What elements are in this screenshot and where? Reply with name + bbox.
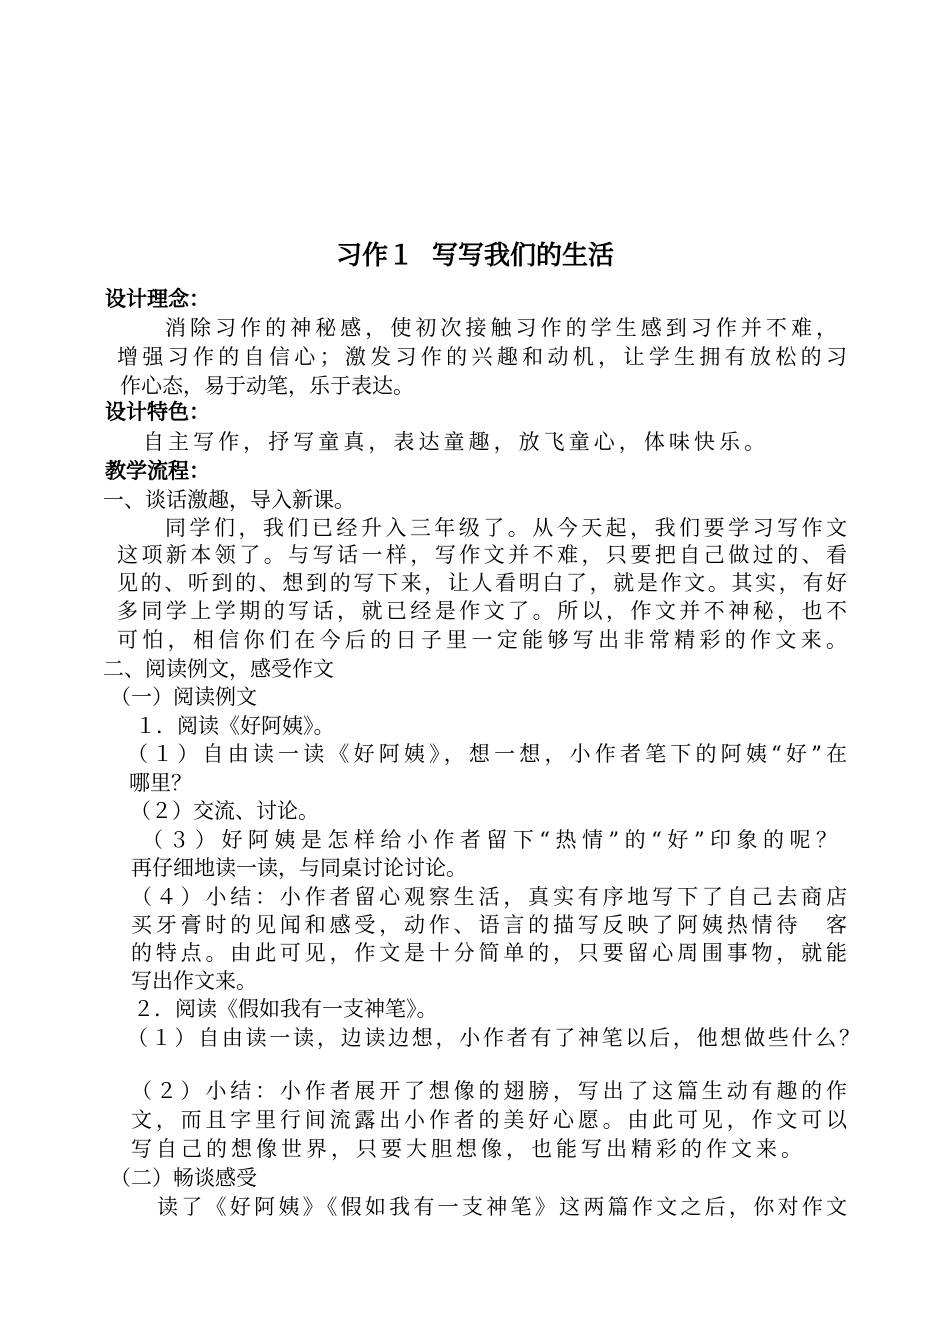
paragraph-line: 可怕，相信你们在今后的日子里一定能够写出非常精彩的作文来。 bbox=[117, 628, 847, 652]
question-line: 文，而且字里行间流露出小作者的美好心愿。由此可见，作文可以 bbox=[131, 1108, 847, 1132]
question-line: 哪里？ bbox=[129, 771, 192, 795]
paragraph-line: 这项新本领了。与写话一样，写作文并不难，只要把自己做过的、看 bbox=[117, 543, 847, 567]
question-line: 的特点。由此可见，作文是十分简单的，只要留心周围事物，就能 bbox=[131, 941, 847, 965]
question-line: 写自己的想像世界，只要大胆想像，也能写出精彩的作文来。 bbox=[131, 1137, 802, 1161]
question-line: （１）自由读一读《好阿姨》，想一想，小作者笔下的阿姨“好”在 bbox=[127, 742, 847, 766]
page-title: 习作１ 写写我们的生活 bbox=[335, 241, 615, 271]
paragraph-line: 同学们，我们已经升入三年级了。从今天起，我们要学习写作文 bbox=[165, 516, 847, 540]
question-line: （１）自由读一读，边读边想，小作者有了神笔以后，他想做些什么？ bbox=[127, 1026, 860, 1050]
design-feature-line: 自主写作，抒写童真，表达童趣，放飞童心，体味快乐。 bbox=[143, 430, 765, 454]
question-line: （４）小结：小作者留心观察生活，真实有序地写下了自己去商店 bbox=[131, 885, 847, 909]
design-idea-line: 消除习作的神秘感，使初次接触习作的学生感到习作并不难， bbox=[165, 316, 837, 340]
paragraph-line: 见的、听到的、想到的写下来，让人看明白了，就是作文。其实，有好 bbox=[117, 571, 847, 595]
question-line: 再仔细地读一读，与同桌讨论讨论。 bbox=[131, 856, 467, 880]
section-heading: 一、谈话激趣，导入新课。 bbox=[103, 488, 355, 512]
question-line: 买牙膏时的见闻和感受，动作、语言的描写反映了阿姨热情待 客 bbox=[131, 913, 847, 937]
item-heading: １．阅读《好阿姨》。 bbox=[135, 714, 335, 738]
question-line: （３）好阿姨是怎样给小作者留下“热情”的“好”印象的呢？ bbox=[142, 828, 837, 852]
subsection-heading: （二）畅谈感受 bbox=[110, 1166, 257, 1190]
paragraph-line: 多同学上学期的写话，就已经是作文了。所以，作文并不神秘，也不 bbox=[117, 599, 847, 623]
question-line: （２）交流、讨论。 bbox=[130, 799, 319, 823]
design-idea-heading: 设计理念： bbox=[105, 287, 210, 311]
subsection-heading: （一）阅读例文 bbox=[110, 685, 257, 709]
paragraph-line: 读了《好阿姨》《假如我有一支神笔》这两篇作文之后，你对作文 bbox=[157, 1195, 847, 1219]
design-idea-line: 增强习作的自信心；激发习作的兴趣和动机，让学生拥有放松的习 bbox=[117, 345, 847, 369]
item-heading: ２．阅读《假如我有一支神笔》。 bbox=[133, 997, 438, 1021]
question-line: （２）小结：小作者展开了想像的翅膀，写出了这篇生动有趣的作 bbox=[131, 1079, 847, 1103]
question-line: 写出作文来。 bbox=[131, 969, 257, 993]
design-feature-heading: 设计特色： bbox=[105, 400, 210, 424]
design-idea-line: 作心态，易于动笔，乐于表达。 bbox=[120, 374, 414, 398]
teaching-process-heading: 教学流程： bbox=[105, 459, 210, 483]
section-heading: 二、阅读例文，感受作文 bbox=[103, 657, 334, 681]
